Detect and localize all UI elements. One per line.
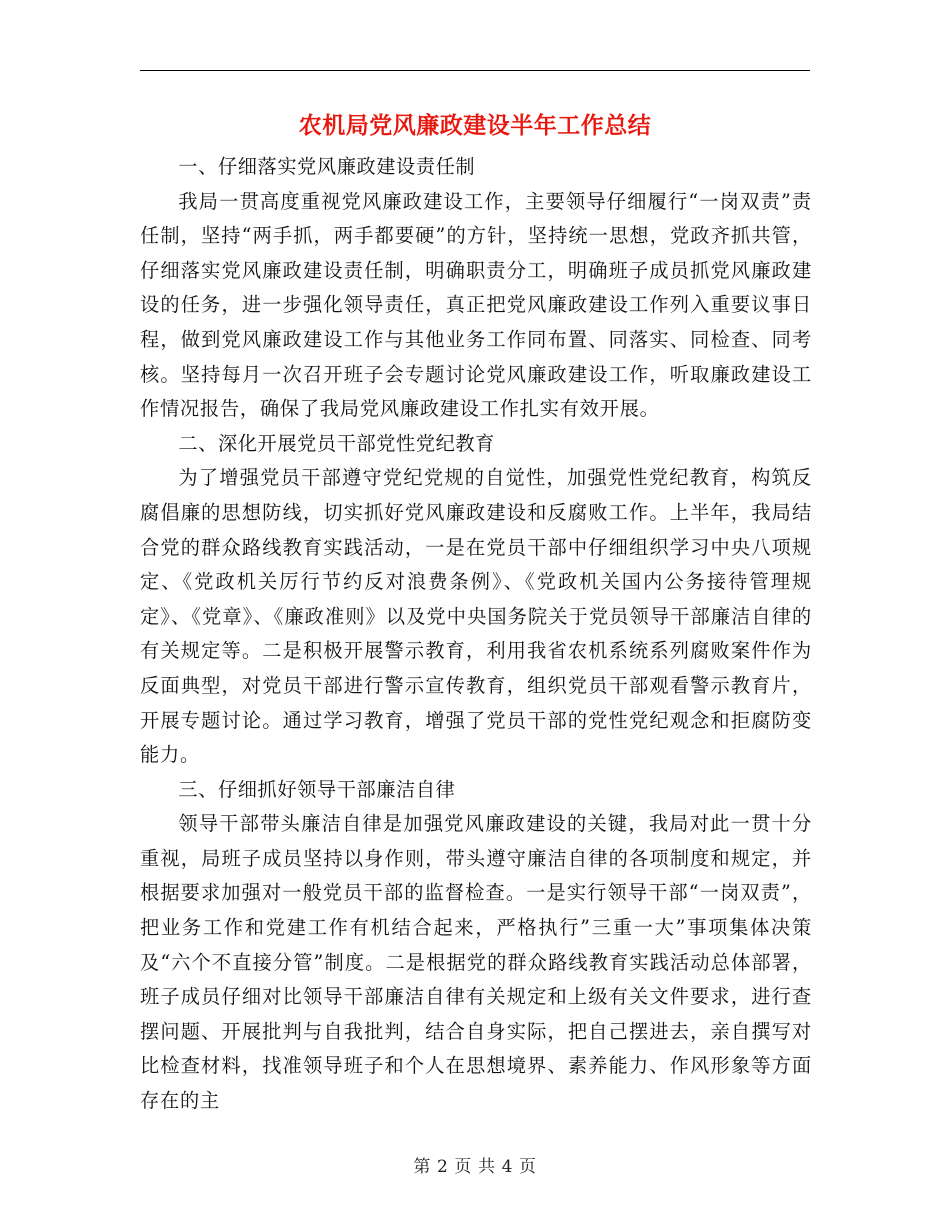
header-rule <box>140 70 810 71</box>
section-paragraph-1: 我局一贯高度重视党风廉政建设工作，主要领导仔细履行“一岗双责”责任制，坚持“两手抓，两手都要硬”的方针，坚持统一思想，党政齐抓共管，仔细落实党风廉政建设责任制，明确职责分工，明确班子成员抓党风廉政建设的任务，进一步强化领导责任，真正把党风廉政建设工作列入重要议事日程，做到党风廉政建设工作与其他业务工作同布置、同落实、同检查、同考核。坚持每月一次召开班子会专题讨论党风廉政建设工作，听取廉政建设工作情况报告，确保了我局党风廉政建设工作扎实有效开展。 <box>140 189 812 421</box>
section-paragraph-3: 领导干部带头廉洁自律是加强党风廉政建设的关键，我局对此一贯十分重视，局班子成员坚持以身作则，带头遵守廉洁自律的各项制度和规定，并根据要求加强对一般党员干部的监督检查。一是实行领导干部“一岗双责”，把业务工作和党建工作有机结合起来，严格执行”三重一大”事项集体决策及“六个不直接分管”制度。二是根据党的群众路线教育实践活动总体部署，班子成员仔细对比领导干部廉洁自律有关规定和上级有关文件要求，进行查摆问题、开展批判与自我批判，结合自身实际，把自己摆进去，亲自撰写对比检查材料，找准领导班子和个人在思想境界、素养能力、作风形象等方面存在的主 <box>140 812 812 1113</box>
document-body <box>140 150 812 1119</box>
document-title: 农机局党风廉政建设半年工作总结 <box>298 112 652 139</box>
section-heading-1: 一、仔细落实党风廉政建设责任制 <box>178 155 476 178</box>
section-heading-3: 三、仔细抓好领导干部廉洁自律 <box>178 777 456 801</box>
page-number-footer: 第 2 页 共 4 页 <box>413 1157 537 1177</box>
section-paragraph-2: 为了增强党员干部遵守党纪党规的自觉性，加强党性党纪教育，构筑反腐倡廉的思想防线，切实抓好党风廉政建设和反腐败工作。上半年，我局结合党的群众路线教育实践活动，一是在党员干部中仔细组织学习中央八项规定、《党政机关厉行节约反对浪费条例》、《党政机关国内公务接待管理规定》、《党章》、《廉政准则》以及党中央国务院关于党员领导干部廉洁自律的有关规定等。二是积极开展警示教育，利用我省农机系统系列腐败案件作为反面典型，对党员干部进行警示宣传教育，组织党员干部观看警示教育片，开展专题讨论。通过学习教育，增强了党员干部的党性党纪观念和拒腐防变能力。 <box>140 466 812 767</box>
section-heading-2: 二、深化开展党员干部党性党纪教育 <box>178 431 495 455</box>
